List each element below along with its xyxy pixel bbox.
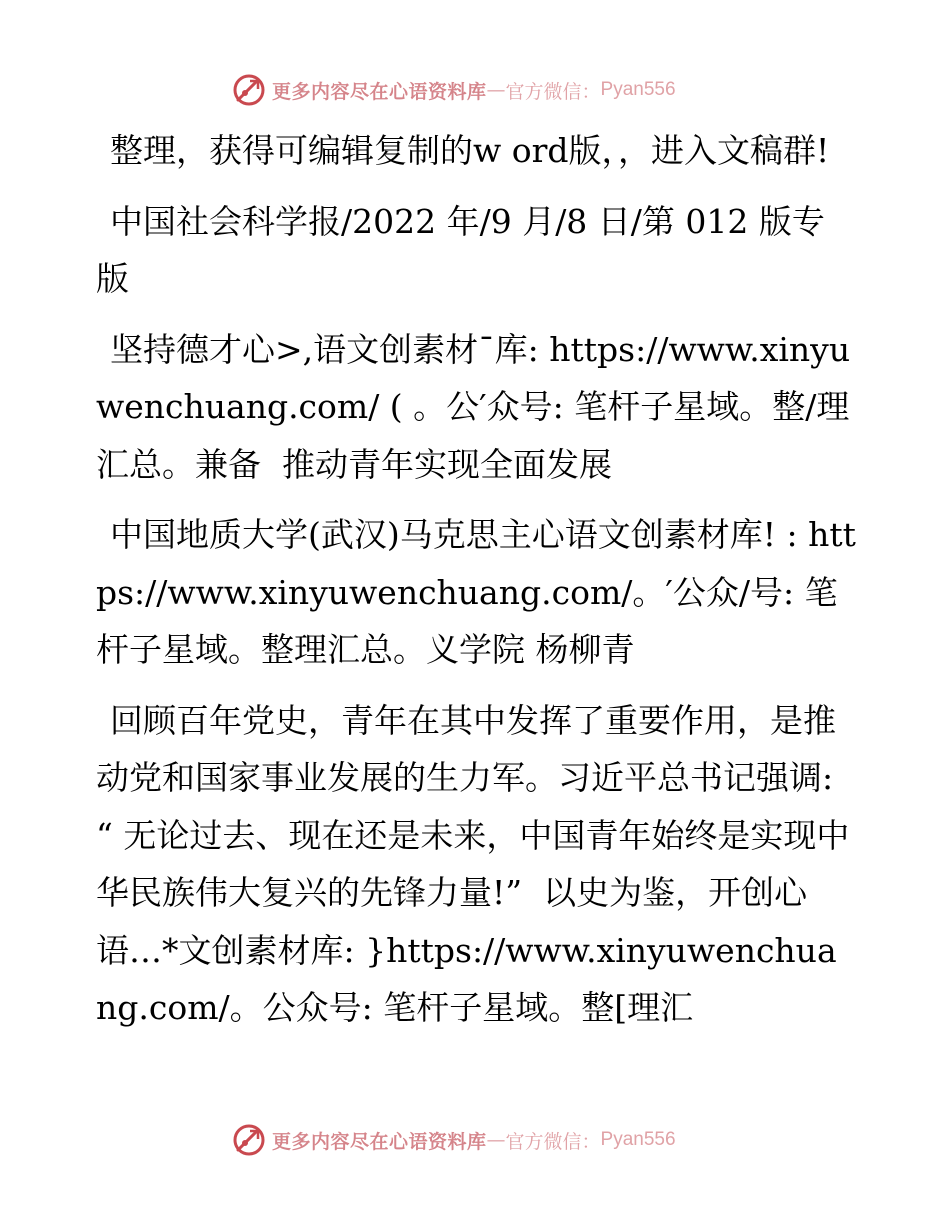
watermark-official-label: 官方微信： [505, 80, 601, 103]
brand-logo-icon [232, 1123, 266, 1157]
watermark-text: 更多内容尽在心语资料库 [272, 1130, 487, 1153]
paragraph-5: 回顾百年党史，青年在其中发挥了重要作用，是推动党和国家事业发展的生力军。习近平总书记强调: “ 无论过去、现在还是未来，中国青年始终是实现中华民族伟大复兴的先锋力量!” 以史为鉴，开创心语…*文创素材库: }https://www.xinyuwenchuang.com/。公众号: 笔杆子星域。整[理汇 [96, 700, 850, 1027]
watermark-wechat-id: Pyan556 [600, 1129, 676, 1150]
paragraph-4: 中国地质大学(武汉)马克思主心语文创素材库! : https://www.xinyuwenchuang.com/。′公众/号: 笔杆子星域。整理汇总。义学院 杨柳青 [96, 515, 856, 669]
document-body [96, 122, 856, 1050]
watermark-banner-top [232, 72, 676, 108]
watermark-wechat-id: Pyan556 [600, 79, 676, 100]
paragraph-2: 中国社会科学报/2022 年/9 月/8 日/第 012 版专版 [96, 201, 825, 298]
paragraph-1: 整理，获得可编辑复制的w ord版，，进入文稿群! [110, 131, 830, 170]
brand-logo-icon [232, 73, 266, 107]
watermark-dash: — [486, 1129, 506, 1151]
paragraph-3: 坚持德才心>,语文创素材¯库: https://www.xinyuwenchuang.com/ ( 。公′众号: 笔杆子星域。整/理汇总。兼备 推动青年实现全面发展 [96, 329, 851, 484]
watermark-text: 更多内容尽在心语资料库 [272, 80, 487, 103]
watermark-dash: — [486, 79, 506, 101]
watermark-official-label: 官方微信： [505, 1130, 601, 1153]
watermark-banner-bottom [232, 1122, 676, 1158]
